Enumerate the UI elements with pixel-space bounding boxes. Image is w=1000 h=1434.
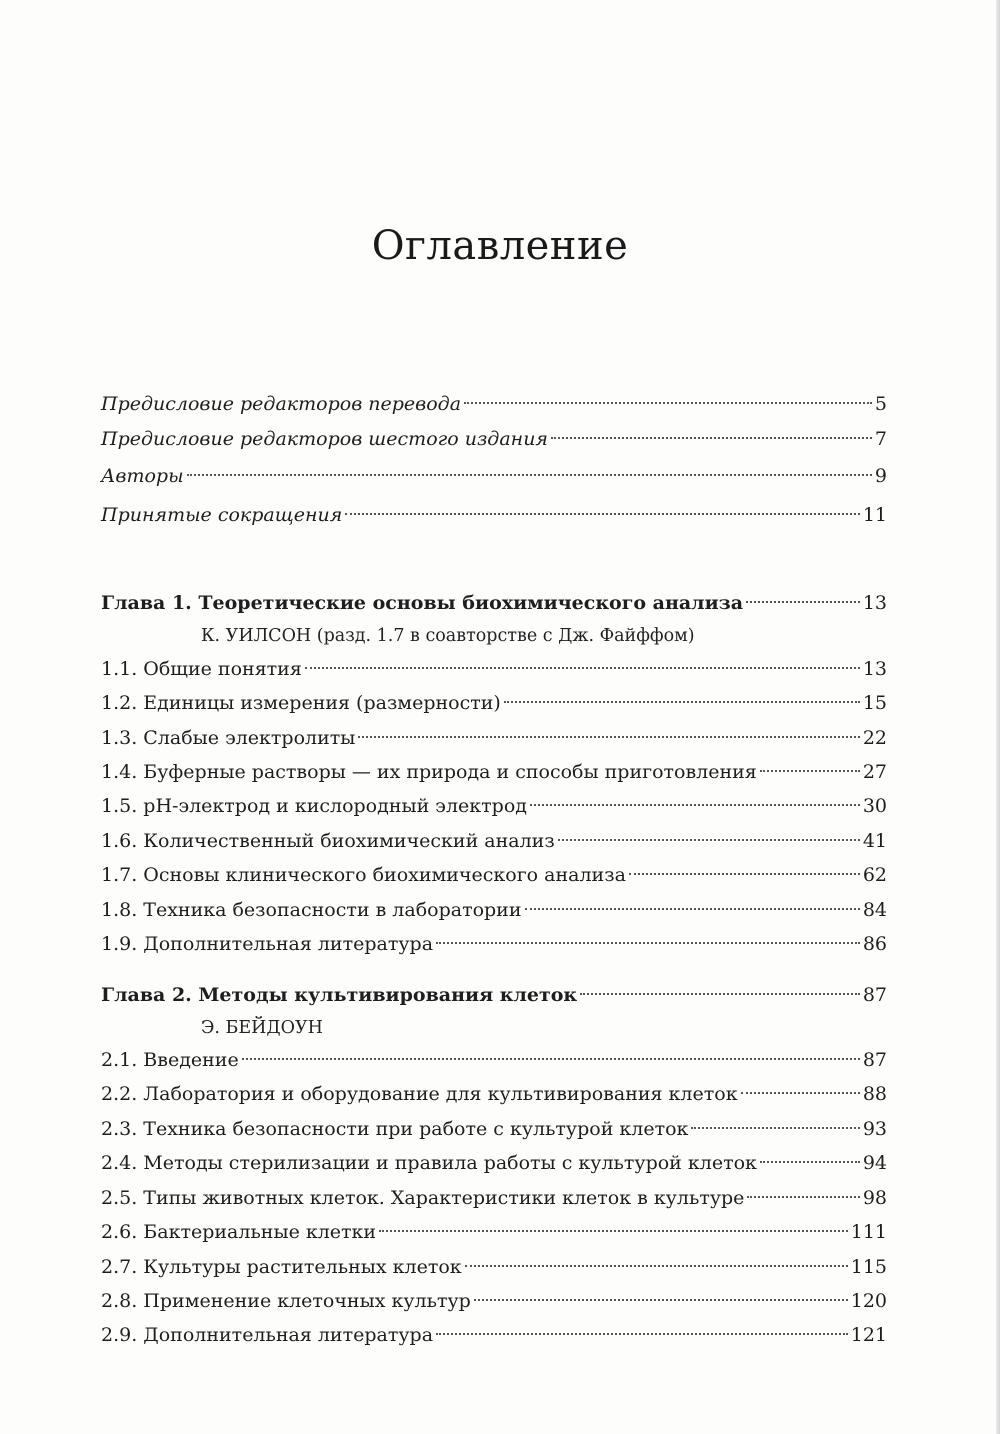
toc-section-page: 62 <box>862 864 887 886</box>
toc-section-title: 2.6. Бактериальные клетки <box>101 1221 377 1243</box>
dot-leader <box>747 1196 859 1198</box>
toc-section-page: 93 <box>862 1118 887 1140</box>
dot-leader <box>465 1265 848 1267</box>
toc-entry-authors[interactable] <box>101 461 887 491</box>
toc-section-1-9[interactable] <box>101 929 887 959</box>
toc-section-title: 2.8. Применение клеточных культур <box>101 1290 471 1312</box>
toc-section-title: 2.2. Лаборатория и оборудование для культивирования клеток <box>101 1083 738 1105</box>
dot-leader <box>558 839 860 841</box>
toc-section-page: 87 <box>862 1049 887 1071</box>
dot-leader <box>379 1230 848 1232</box>
toc-section-2-1[interactable] <box>101 1045 887 1075</box>
dot-leader <box>551 437 872 439</box>
toc-section-title: 1.9. Дополнительная литература <box>101 933 434 955</box>
toc-section-page: 121 <box>850 1324 887 1346</box>
toc-section-2-6[interactable] <box>101 1217 887 1247</box>
toc-section-1-6[interactable] <box>101 826 887 856</box>
toc-section-page: 27 <box>862 761 887 783</box>
dot-leader <box>187 474 872 476</box>
toc-section-2-4[interactable] <box>101 1148 887 1178</box>
toc-chapter-2[interactable] <box>101 980 887 1010</box>
toc-section-title: 1.7. Основы клинического биохимического анализа <box>101 864 626 886</box>
chapter-author: Э. БЕЙДОУН <box>201 1018 323 1038</box>
toc-section-page: 84 <box>862 899 887 921</box>
toc-entry-title: Авторы <box>101 465 184 487</box>
toc-section-1-8[interactable] <box>101 895 887 925</box>
dot-leader <box>474 1299 848 1301</box>
toc-section-page: 13 <box>862 658 887 680</box>
toc-section-page: 111 <box>850 1221 887 1243</box>
toc-entry-title: Предисловие редакторов перевода <box>101 393 462 415</box>
dot-leader <box>629 873 860 875</box>
dot-leader <box>525 908 860 910</box>
toc-section-page: 86 <box>862 933 887 955</box>
dot-leader <box>691 1127 859 1129</box>
toc-section-title: 2.7. Культуры растительных клеток <box>101 1256 462 1278</box>
toc-section-page: 88 <box>862 1083 887 1105</box>
chapter-author: К. УИЛСОН (разд. 1.7 в соавторстве с Дж. Файффом) <box>201 626 695 646</box>
dot-leader <box>464 402 872 404</box>
toc-chapter-title: Глава 1. Теоретические основы биохимического анализа <box>101 592 744 614</box>
scan-edge <box>996 0 1000 1434</box>
toc-section-1-3[interactable] <box>101 723 887 753</box>
dot-leader <box>760 770 860 772</box>
dot-leader <box>504 701 860 703</box>
toc-section-title: 1.6. Количественный биохимический анализ <box>101 830 555 852</box>
toc-entry-preface-sixth-edition[interactable] <box>101 424 887 454</box>
toc-entry-page: 11 <box>862 504 887 526</box>
toc-section-2-9[interactable] <box>101 1320 887 1350</box>
toc-section-title: 1.2. Единицы измерения (размерности) <box>101 692 501 714</box>
dot-leader <box>305 667 860 669</box>
toc-entry-abbreviations[interactable] <box>101 500 887 530</box>
toc-section-title: 1.8. Техника безопасности в лаборатории <box>101 899 522 921</box>
toc-section-page: 41 <box>862 830 887 852</box>
toc-section-page: 15 <box>862 692 887 714</box>
dot-leader <box>580 993 860 995</box>
toc-section-title: 2.3. Техника безопасности при работе с культурой клеток <box>101 1118 689 1140</box>
toc-section-title: 1.3. Слабые электролиты <box>101 727 356 749</box>
dot-leader <box>530 804 860 806</box>
dot-leader <box>345 513 859 515</box>
dot-leader <box>741 1092 860 1094</box>
toc-section-page: 22 <box>862 727 887 749</box>
toc-entry-title: Предисловие редакторов шестого издания <box>101 428 549 450</box>
toc-section-title: 1.5. pH-электрод и кислородный электрод <box>101 795 527 817</box>
toc-section-page: 30 <box>862 795 887 817</box>
toc-section-title: 2.4. Методы стерилизации и правила работы с культурой клеток <box>101 1152 757 1174</box>
toc-entry-page: 7 <box>874 428 887 450</box>
toc-entry-preface-translation[interactable] <box>101 389 887 419</box>
toc-section-1-4[interactable] <box>101 757 887 787</box>
toc-chapter-page: 13 <box>862 592 887 614</box>
toc-section-title: 2.1. Введение <box>101 1049 239 1071</box>
dot-leader <box>760 1161 860 1163</box>
toc-chapter-page: 87 <box>862 984 887 1006</box>
toc-section-1-7[interactable] <box>101 860 887 890</box>
toc-section-2-3[interactable] <box>101 1114 887 1144</box>
toc-section-page: 98 <box>862 1187 887 1209</box>
dot-leader <box>746 601 860 603</box>
dot-leader <box>436 1333 848 1335</box>
toc-section-title: 2.5. Типы животных клеток. Характеристики клеток в культуре <box>101 1187 745 1209</box>
toc-chapter-title: Глава 2. Методы культивирования клеток <box>101 984 578 1006</box>
toc-section-1-1[interactable] <box>101 654 887 684</box>
dot-leader <box>242 1058 860 1060</box>
dot-leader <box>436 942 860 944</box>
toc-section-title: 1.1. Общие понятия <box>101 658 302 680</box>
page-title: Оглавление <box>371 222 629 269</box>
toc-entry-title: Принятые сокращения <box>101 504 343 526</box>
toc-entry-page: 5 <box>874 393 887 415</box>
toc-section-1-5[interactable] <box>101 791 887 821</box>
toc-section-1-2[interactable] <box>101 688 887 718</box>
dot-leader <box>358 736 859 738</box>
toc-section-page: 94 <box>862 1152 887 1174</box>
toc-section-2-7[interactable] <box>101 1252 887 1282</box>
toc-section-page: 120 <box>850 1290 887 1312</box>
toc-section-title: 2.9. Дополнительная литература <box>101 1324 434 1346</box>
toc-chapter-1[interactable] <box>101 588 887 618</box>
toc-section-2-5[interactable] <box>101 1183 887 1213</box>
toc-section-title: 1.4. Буферные растворы — их природа и способы приготовления <box>101 761 757 783</box>
toc-section-2-8[interactable] <box>101 1286 887 1316</box>
toc-section-2-2[interactable] <box>101 1079 887 1109</box>
toc-section-page: 115 <box>850 1256 887 1278</box>
toc-entry-page: 9 <box>874 465 887 487</box>
